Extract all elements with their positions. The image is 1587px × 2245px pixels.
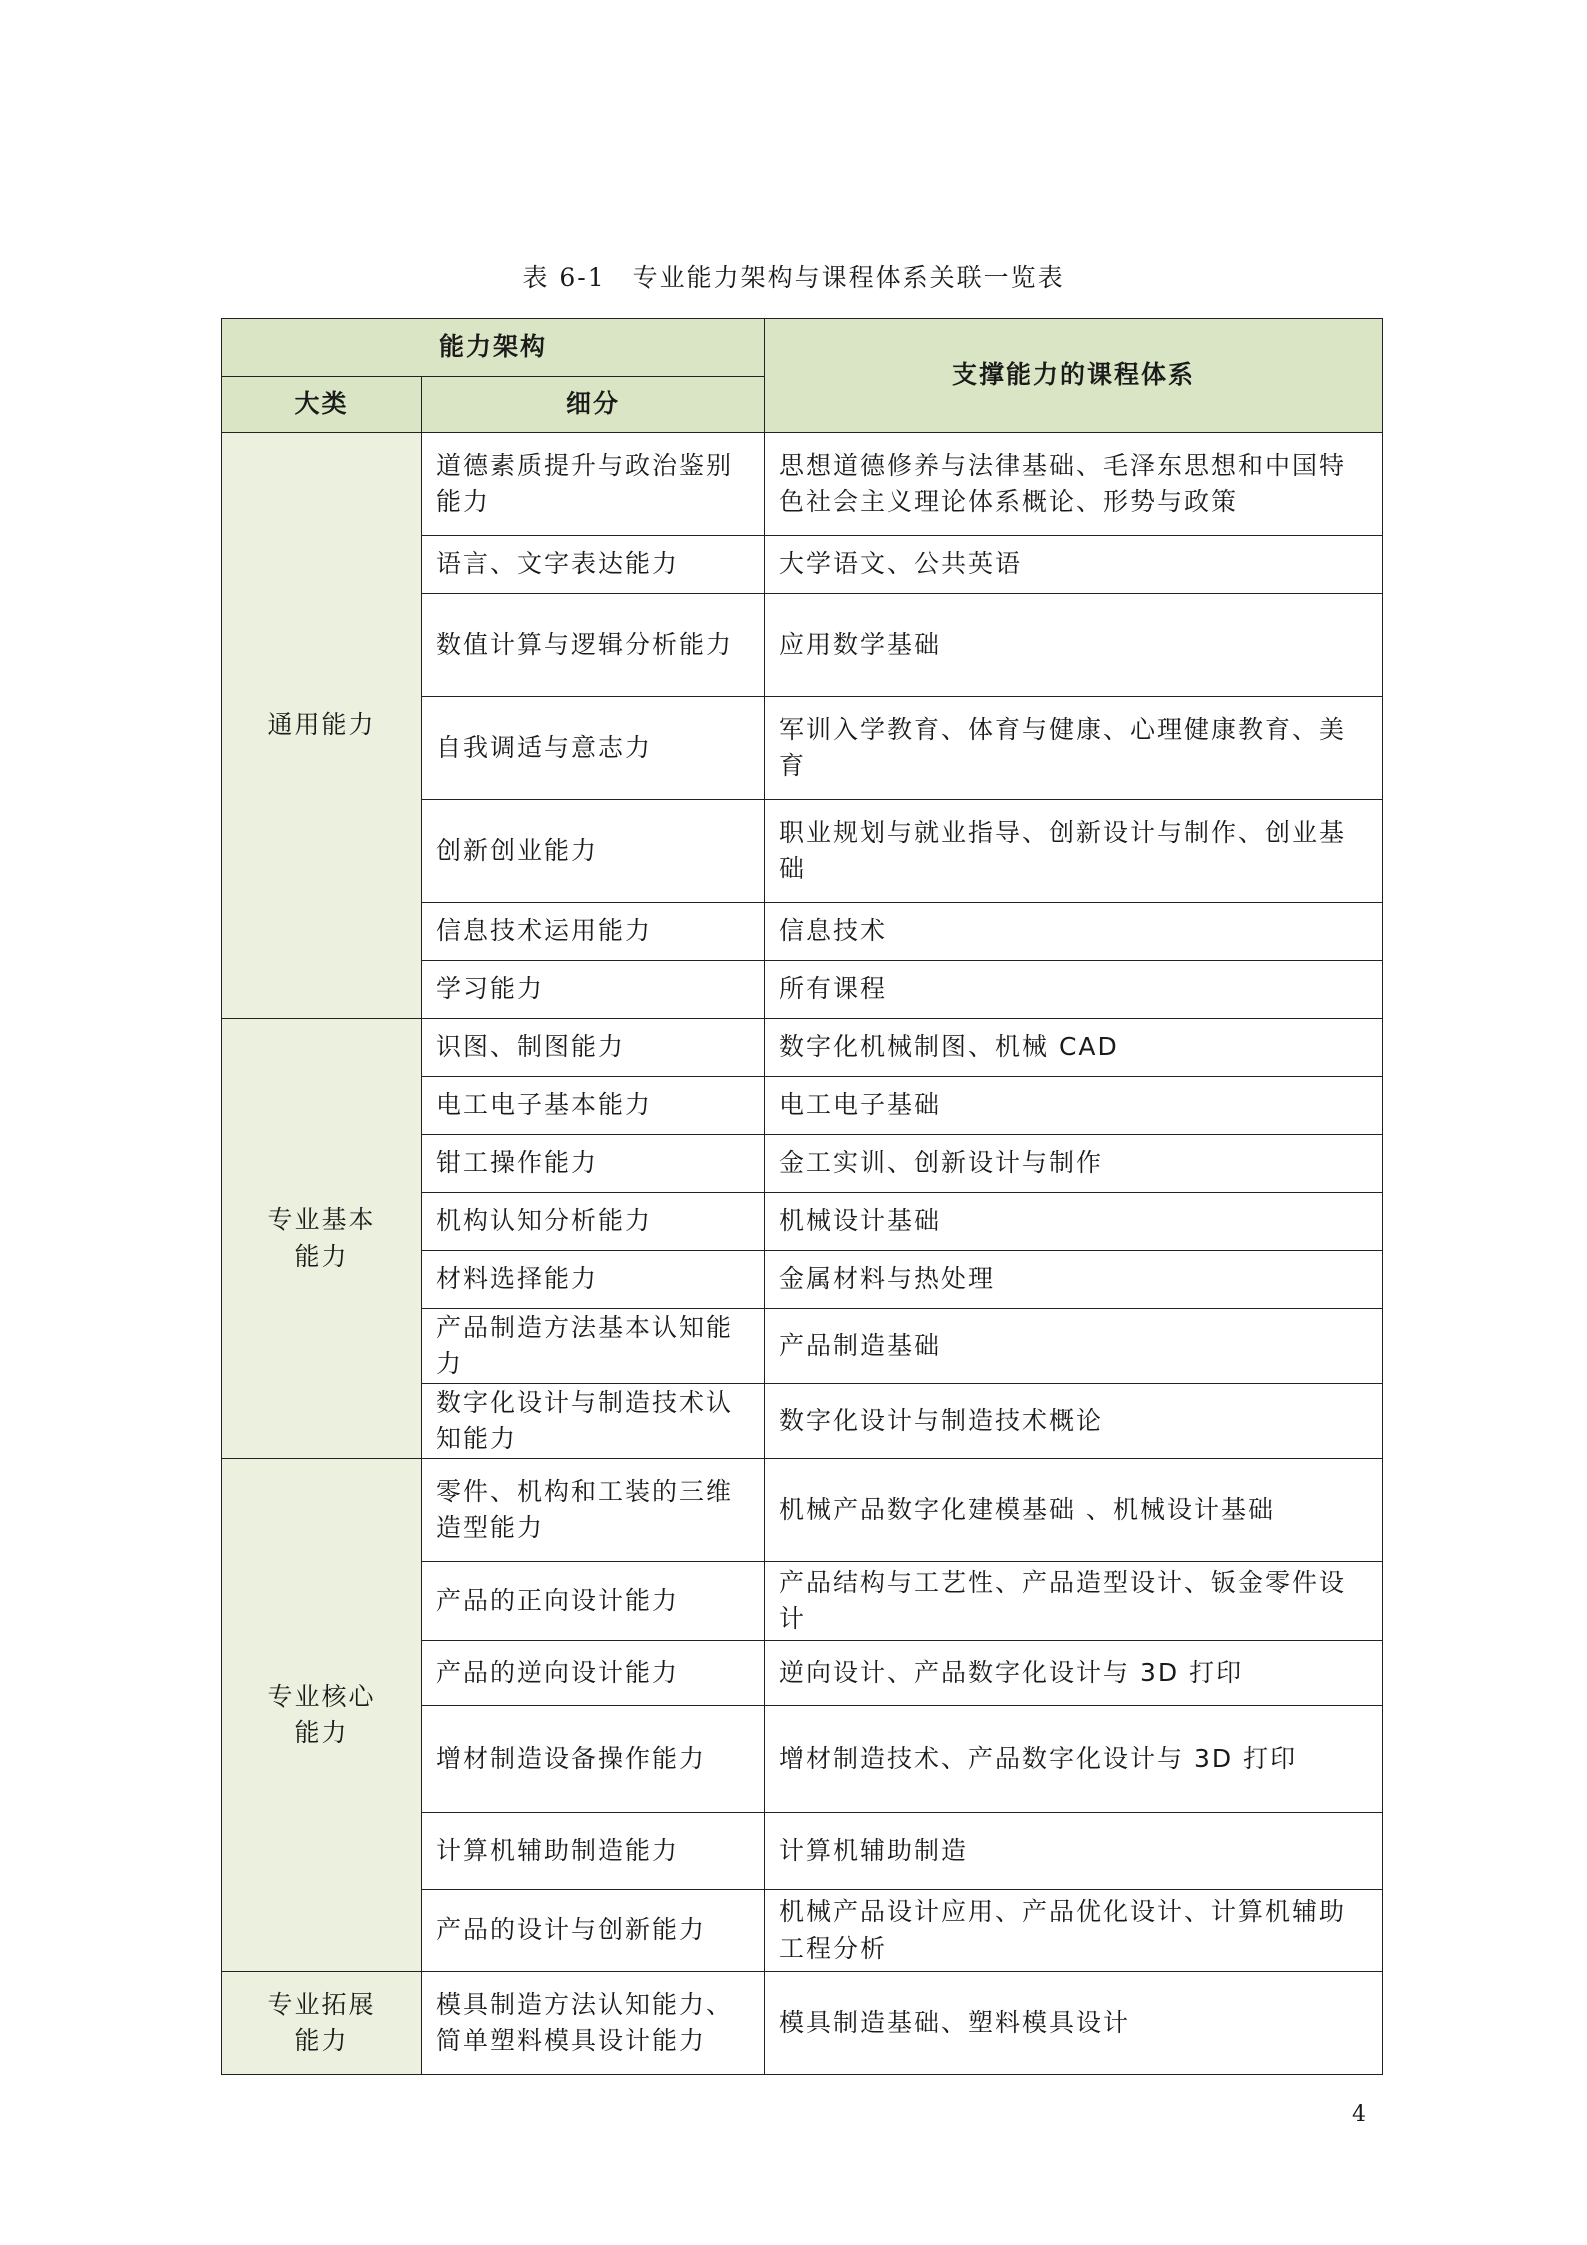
subdivision-cell: 道德素质提升与政治鉴别能力 (422, 433, 765, 536)
subdivision-cell: 产品的逆向设计能力 (422, 1641, 765, 1706)
subdivision-cell: 产品制造方法基本认知能力 (422, 1309, 765, 1384)
subdivision-cell: 识图、制图能力 (422, 1019, 765, 1077)
subdivision-cell: 信息技术运用能力 (422, 903, 765, 961)
table-row (222, 1972, 1383, 2075)
subdivision-cell: 机构认知分析能力 (422, 1193, 765, 1251)
header-category: 大类 (222, 377, 422, 433)
course-cell: 金属材料与热处理 (765, 1251, 1383, 1309)
course-cell: 职业规划与就业指导、创新设计与制作、创业基础 (765, 800, 1383, 903)
table-row (222, 1019, 1383, 1077)
course-cell: 所有课程 (765, 961, 1383, 1019)
subdivision-cell: 零件、机构和工装的三维造型能力 (422, 1459, 765, 1562)
course-cell: 产品制造基础 (765, 1309, 1383, 1384)
table-row (222, 1459, 1383, 1562)
subdivision-cell: 创新创业能力 (422, 800, 765, 903)
subdivision-cell: 数字化设计与制造技术认知能力 (422, 1384, 765, 1459)
subdivision-cell: 材料选择能力 (422, 1251, 765, 1309)
category-cell: 专业基本能力 (222, 1019, 422, 1459)
category-cell: 专业拓展能力 (222, 1972, 422, 2075)
page-number: 4 (1352, 2102, 1366, 2127)
subdivision-cell: 增材制造设备操作能力 (422, 1706, 765, 1813)
subdivision-cell: 学习能力 (422, 961, 765, 1019)
course-cell: 模具制造基础、塑料模具设计 (765, 1972, 1383, 2075)
course-cell: 计算机辅助制造 (765, 1813, 1383, 1890)
course-cell: 大学语文、公共英语 (765, 536, 1383, 594)
course-cell: 机械产品设计应用、产品优化设计、计算机辅助工程分析 (765, 1890, 1383, 1972)
header-subdivision: 细分 (422, 377, 765, 433)
subdivision-cell: 计算机辅助制造能力 (422, 1813, 765, 1890)
course-cell: 信息技术 (765, 903, 1383, 961)
subdivision-cell: 数值计算与逻辑分析能力 (422, 594, 765, 697)
course-cell: 数字化设计与制造技术概论 (765, 1384, 1383, 1459)
course-cell: 数字化机械制图、机械 CAD (765, 1019, 1383, 1077)
subdivision-cell: 语言、文字表达能力 (422, 536, 765, 594)
ability-course-table (221, 318, 1383, 2075)
subdivision-cell: 自我调适与意志力 (422, 697, 765, 800)
course-cell: 机械设计基础 (765, 1193, 1383, 1251)
subdivision-cell: 钳工操作能力 (422, 1135, 765, 1193)
course-cell: 逆向设计、产品数字化设计与 3D 打印 (765, 1641, 1383, 1706)
subdivision-cell: 产品的正向设计能力 (422, 1562, 765, 1641)
subdivision-cell: 模具制造方法认知能力、简单塑料模具设计能力 (422, 1972, 765, 2075)
table-caption: 表 6-1 专业能力架构与课程体系关联一览表 (522, 263, 1065, 292)
category-cell: 通用能力 (222, 433, 422, 1019)
course-cell: 产品结构与工艺性、产品造型设计、钣金零件设计 (765, 1562, 1383, 1641)
subdivision-cell: 电工电子基本能力 (422, 1077, 765, 1135)
subdivision-cell: 产品的设计与创新能力 (422, 1890, 765, 1972)
category-cell: 专业核心能力 (222, 1459, 422, 1972)
course-cell: 机械产品数字化建模基础 、机械设计基础 (765, 1459, 1383, 1562)
course-cell: 金工实训、创新设计与制作 (765, 1135, 1383, 1193)
header-courses: 支撑能力的课程体系 (765, 319, 1383, 433)
course-cell: 军训入学教育、体育与健康、心理健康教育、美育 (765, 697, 1383, 800)
course-cell: 应用数学基础 (765, 594, 1383, 697)
header-ability-framework: 能力架构 (222, 319, 765, 377)
course-cell: 增材制造技术、产品数字化设计与 3D 打印 (765, 1706, 1383, 1813)
table-row (222, 433, 1383, 536)
course-cell: 思想道德修养与法律基础、毛泽东思想和中国特色社会主义理论体系概论、形势与政策 (765, 433, 1383, 536)
course-cell: 电工电子基础 (765, 1077, 1383, 1135)
